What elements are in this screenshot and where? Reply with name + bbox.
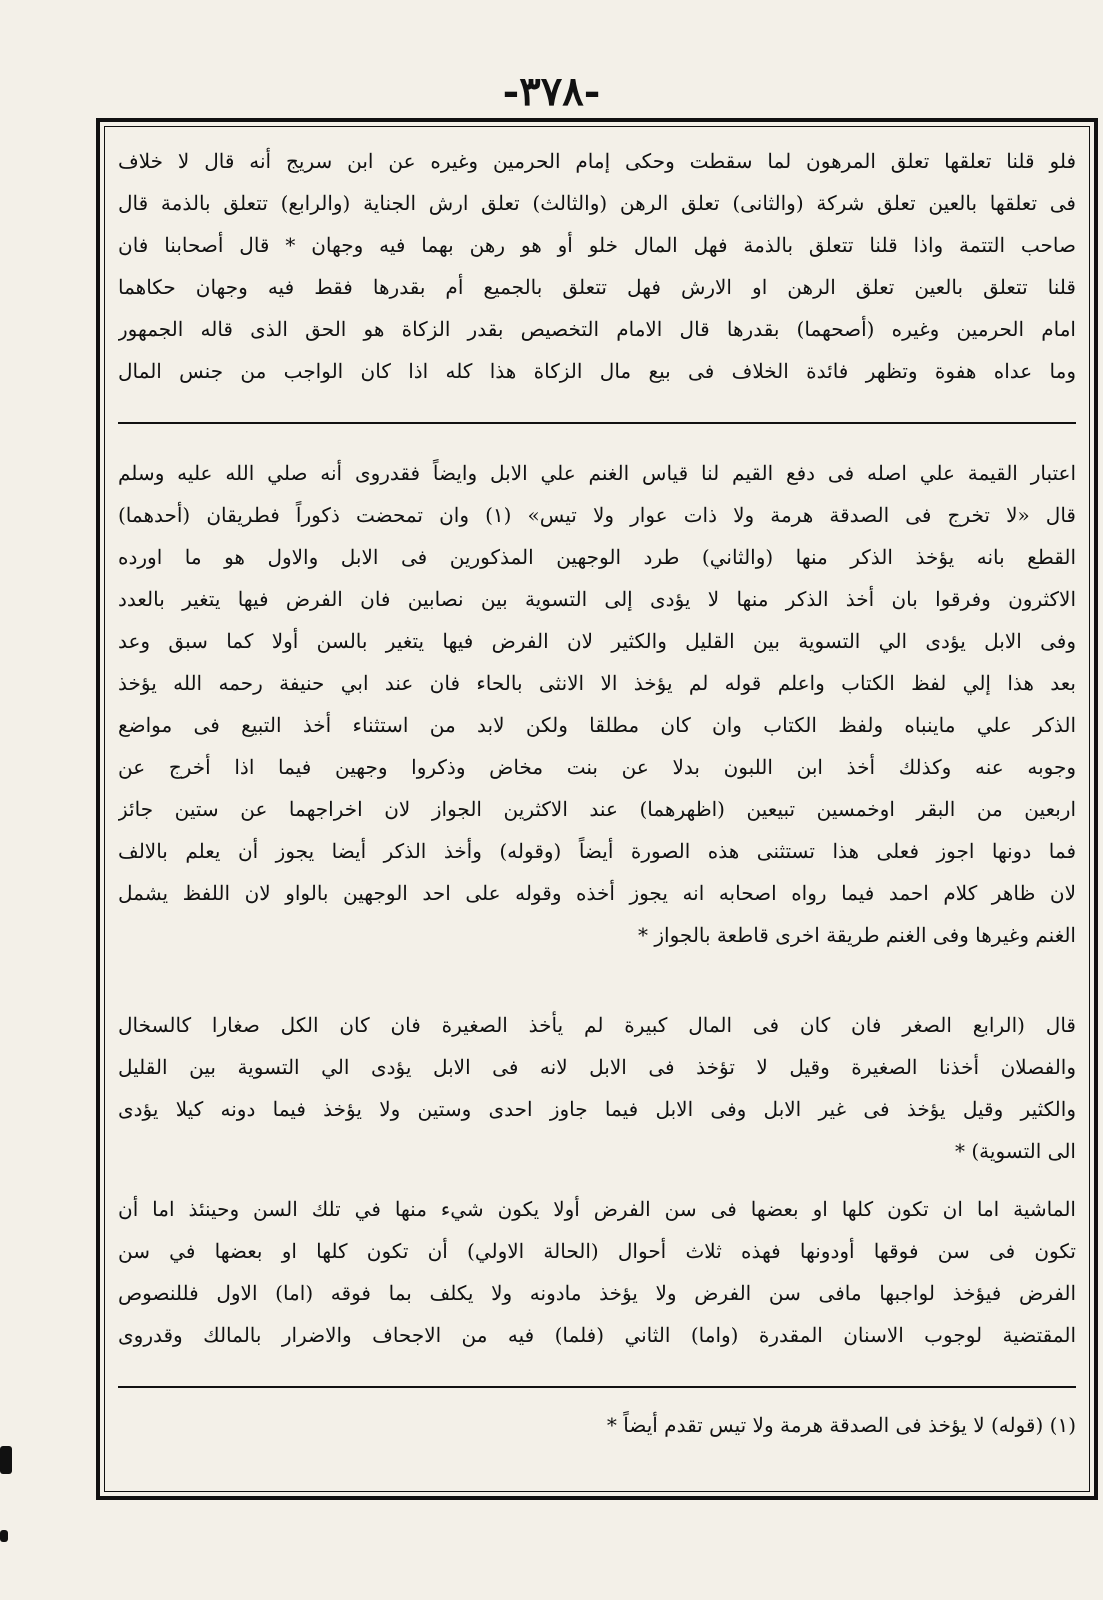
- text-line: فما دونها اجوز فعلى هذا تستثنى هذه الصورة أيضاً (وقوله) وأخذ الذكر أيضا يجوز أن يعلم بالالف: [118, 839, 1076, 863]
- text-line: اعتبار القيمة علي اصله فى دفع القيم لنا قياس الغنم علي الابل وايضاً فقدروى أنه صلي الله عليه وسلم: [118, 461, 1076, 485]
- text-line: الفرض فيؤخذ لواجبها مافى سن الفرض ولا يؤخذ مادونه ولا يكلف بما فوقه (اما) الاول فللنصوص: [118, 1281, 1076, 1305]
- text-line: وجوبه عنه وكذلك أخذ ابن اللبون بدلا عن بنت مخاض وذكروا وجهين فيما اذا أخرج عن: [118, 755, 1076, 779]
- section-divider: [118, 422, 1076, 424]
- text-line: صاحب التتمة واذا قلنا تتعلق بالذمة فهل المال خلو أو هو رهن بهما فيه وجهان * قال أصحابنا فان: [118, 233, 1076, 257]
- text-line: المقتضية لوجوب الاسنان المقدرة (واما) الثاني (فلما) فيه من الاجحاف والاضرار بالمالك وقدروى: [118, 1323, 1076, 1347]
- text-line: تكون فى سن فوقها أودونها فهذه ثلاث أحوال (الحالة الاولي) أن تكون كلها او بعضها في سن: [118, 1239, 1076, 1263]
- text-line: وما عداه هفوة وتظهر فائدة الخلاف فى بيع مال الزكاة هذا كله اذا كان الواجب من جنس المال: [118, 359, 1076, 383]
- sharh-text-block: [118, 452, 1076, 956]
- text-line: قلنا تتعلق بالعين تعلق الرهن او الارش فهل تتعلق بالجميع أم بقدرها فقط فيه وجهان حكاهما: [118, 275, 1076, 299]
- matn-text-block: [118, 140, 1076, 392]
- footnote-divider: [118, 1386, 1076, 1388]
- page-number: -٣٧٨-: [502, 68, 601, 115]
- text-line: امام الحرمين وغيره (أصحهما) بقدرها قال الامام التخصيص بقدر الزكاة هو الحق الذى قاله الجمهور: [118, 317, 1076, 341]
- sharh-text-block-2: [118, 1188, 1076, 1356]
- text-line: قال «لا تخرج فى الصدقة هرمة ولا ذات عوار ولا تيس» (١) وان تمحضت ذكوراً فطريقان (أحدهما): [118, 503, 1076, 527]
- text-line: فلو قلنا تعلقها تعلق المرهون لما سقطت وحكى إمام الحرمين وغيره عن ابن سريج أنه قال لا خلاف: [118, 149, 1076, 173]
- scan-edge-mark: [0, 1446, 12, 1474]
- text-line: فى تعلقها بالعين تعلق شركة (والثانى) تعلق الرهن (والثالث) تعلق ارش الجناية (والرابع) تتعلق بالذمة قال: [118, 191, 1076, 215]
- footnote: [118, 1404, 1076, 1446]
- text-line: لان ظاهر كلام احمد فيما رواه اصحابه انه يجوز أخذه وقوله على احد الوجهين بالواو لان اللفظ يشمل: [118, 881, 1076, 905]
- text-line: والكثير وقيل يؤخذ فى غير الابل وفى الابل فيما جاوز احدى وستين ولا يؤخذ فيما دونه كيلا يؤدى: [118, 1097, 1076, 1121]
- scan-edge-mark: [0, 1530, 8, 1542]
- text-line: قال (الرابع الصغر فان كان فى المال كبيرة لم يأخذ الصغيرة فان كان الكل صغارا كالسخال: [118, 1013, 1076, 1037]
- footnote-text: (١) (قوله) لا يؤخذ فى الصدقة هرمة ولا تيس تقدم أيضاً *: [606, 1413, 1076, 1437]
- text-line: الغنم وغيرها وفى الغنم طريقة اخرى قاطعة بالجواز *: [638, 923, 1076, 947]
- text-line: الماشية اما ان تكون كلها او بعضها فى سن الفرض أولا يكون شيء منها في تلك السن وحينئذ اما أن: [118, 1197, 1076, 1221]
- text-line: والفصلان أخذنا الصغيرة وقيل لا تؤخذ فى الابل لانه فى الابل يؤدى الي التسوية بين القليل: [118, 1055, 1076, 1079]
- text-line: اربعين من البقر اوخمسين تبيعين (اظهرهما) عند الاكثرين الجواز لان اخراجهما عن ستين جائز: [118, 797, 1076, 821]
- text-line: الذكر علي ماينباه ولفظ الكتاب وان كان مطلقا ولكن لابد من استثناء أخذ التبيع فى مواضع: [118, 713, 1076, 737]
- text-line: الاكثرون وفرقوا بان أخذ الذكر منها لا يؤدى إلى التسوية بين نصابين فان الفرض فيها يتغير بالعدد: [118, 587, 1076, 611]
- text-line: وفى الابل يؤدى الي التسوية بين القليل والكثير لان الفرض فيها يتغير بالسن أولا كما سبق وعد: [118, 629, 1076, 653]
- text-line: بعد هذا إلي لفظ الكتاب واعلم قوله لم يؤخذ الا الانثى بالحاء فان عند ابي حنيفة رحمه الله يؤخذ: [118, 671, 1076, 695]
- text-line: القطع بانه يؤخذ الذكر منها (والثاني) طرد الوجهين المذكورين فى الابل والاول هو ما اورده: [118, 545, 1076, 569]
- text-line: الى التسوية) *: [955, 1139, 1076, 1163]
- matn-text-block-2: [118, 1004, 1076, 1172]
